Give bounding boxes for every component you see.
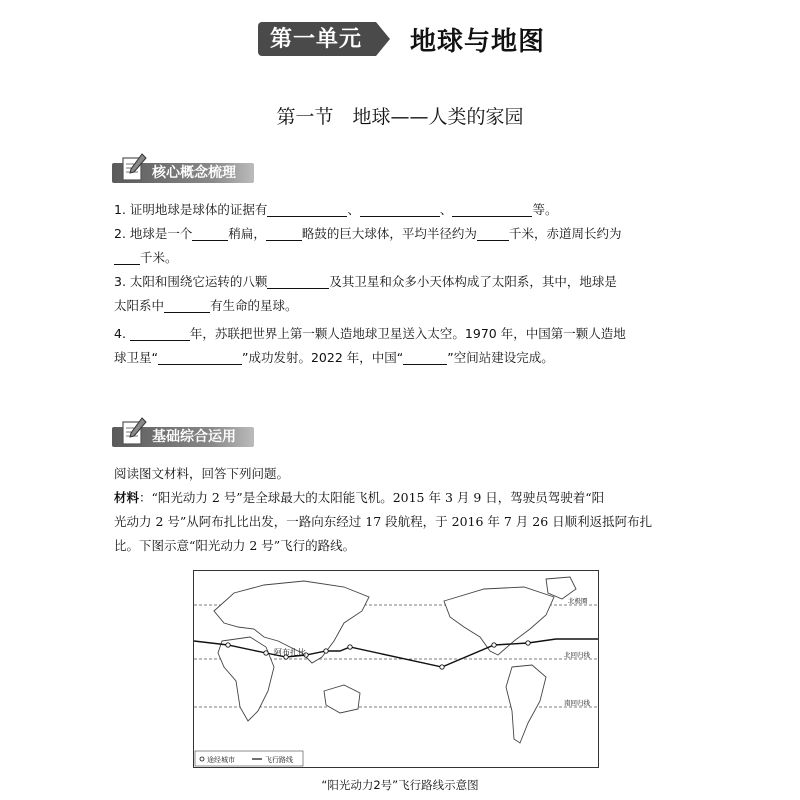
- q1-sep-2: 、: [439, 202, 453, 217]
- africa-shape: [218, 637, 274, 721]
- answer-blank[interactable]: [452, 202, 532, 217]
- answer-blank[interactable]: [267, 274, 329, 289]
- q2-text-a: 2. 地球是一个: [114, 226, 193, 241]
- answer-blank[interactable]: [164, 298, 210, 313]
- city-label-abu-dhabi: 阿布扎比: [274, 648, 306, 657]
- block-heading-application: [112, 424, 254, 450]
- heading-banner: 核心概念梳理: [112, 163, 254, 183]
- map-caption: “阳光动力2号”飞行路线示意图: [321, 778, 479, 792]
- material-line-1: ：“阳光动力 2 号”是全球最大的太阳能飞机。2015 年 3 月 9 日，驾驶员驾驶着“阳: [139, 490, 605, 505]
- answer-blank[interactable]: [403, 350, 447, 365]
- answer-blank[interactable]: [192, 226, 228, 241]
- legend-city-symbol: [200, 757, 204, 761]
- tropic-south-label: 南回归线: [564, 699, 590, 707]
- unit-tag: 第一单元: [258, 22, 376, 56]
- legend-cities-label: 途经城市: [207, 756, 235, 764]
- tropic-north-label: 北回归线: [564, 651, 590, 659]
- map-legend: [195, 751, 303, 766]
- question-3: [114, 270, 686, 318]
- material-line-3: 比。下图示意“阳光动力 2 号”飞行的路线。: [114, 538, 356, 553]
- answer-blank[interactable]: [477, 226, 509, 241]
- city-point: [348, 645, 352, 649]
- city-point: [440, 665, 444, 669]
- answer-blank[interactable]: [158, 350, 242, 365]
- q2-text-e: 千米。: [140, 250, 178, 265]
- legend-route-label: 飞行路线: [265, 756, 293, 764]
- answer-blank[interactable]: [266, 226, 302, 241]
- q4-text-a: 4.: [114, 326, 130, 341]
- q3-text-d: 有生命的星球。: [210, 298, 298, 313]
- q4-text-e: ”空间站建设完成。: [447, 350, 554, 365]
- q3-text-a: 3. 太阳和围绕它运转的八颗: [114, 274, 268, 289]
- unit-header: [258, 20, 545, 58]
- arctic-circle-label: 北极圈: [568, 597, 588, 605]
- answer-blank[interactable]: [360, 202, 440, 217]
- q2-text-c: 略鼓的巨大球体，平均半径约为: [301, 226, 477, 241]
- material-label: 材料: [114, 490, 140, 505]
- australia-shape: [324, 685, 360, 713]
- material-line-2: 光动力 2 号”从阿布扎比出发，一路向东经过 17 段航程，于 2016 年 7 月 26 日顺利返抵阿布扎: [114, 514, 653, 529]
- q4-text-d: ”成功发射。2022 年，中国“: [241, 350, 404, 365]
- reading-intro: 阅读图文材料，回答下列问题。: [114, 466, 290, 481]
- south-america-shape: [506, 665, 546, 743]
- q2-text-b: 稍扁，: [228, 226, 266, 241]
- continents: [214, 577, 576, 743]
- city-point: [492, 643, 496, 647]
- q4-text-c: 球卫星“: [114, 350, 158, 365]
- q2-text-d: 千米，赤道周长约为: [508, 226, 622, 241]
- city-point: [526, 641, 530, 645]
- question-4: [114, 322, 686, 370]
- answer-blank[interactable]: [130, 326, 190, 341]
- flight-route-map: [193, 570, 599, 768]
- world-map-svg: [194, 571, 598, 767]
- section-title: 第一节 地球——人类的家园: [276, 106, 524, 128]
- unit-title: 地球与地图: [410, 26, 546, 57]
- question-2: [114, 222, 686, 270]
- heading-banner: 基础综合运用: [112, 427, 254, 447]
- material-paragraph: [114, 486, 686, 558]
- q3-text-b: 及其卫星和众多小天体构成了太阳系，其中，地球是: [329, 274, 617, 289]
- question-1: [114, 198, 686, 222]
- answer-blank[interactable]: [267, 202, 347, 217]
- q1-text-a: 1. 证明地球是球体的证据有: [114, 202, 268, 217]
- city-point: [264, 651, 268, 655]
- notebook-pen-icon: [120, 152, 148, 182]
- answer-blank[interactable]: [114, 250, 140, 265]
- city-point: [324, 649, 328, 653]
- q1-sep-1: 、: [347, 202, 360, 217]
- notebook-pen-icon: [120, 416, 148, 446]
- q3-text-c: 太阳系中: [114, 298, 165, 313]
- q1-text-end: 等。: [532, 202, 558, 217]
- q4-text-b: 年，苏联把世界上第一颗人造地球卫星送入太空。1970 年，中国第一颗人造地: [189, 326, 626, 341]
- city-point: [226, 643, 230, 647]
- block-heading-core-concepts: [112, 160, 254, 186]
